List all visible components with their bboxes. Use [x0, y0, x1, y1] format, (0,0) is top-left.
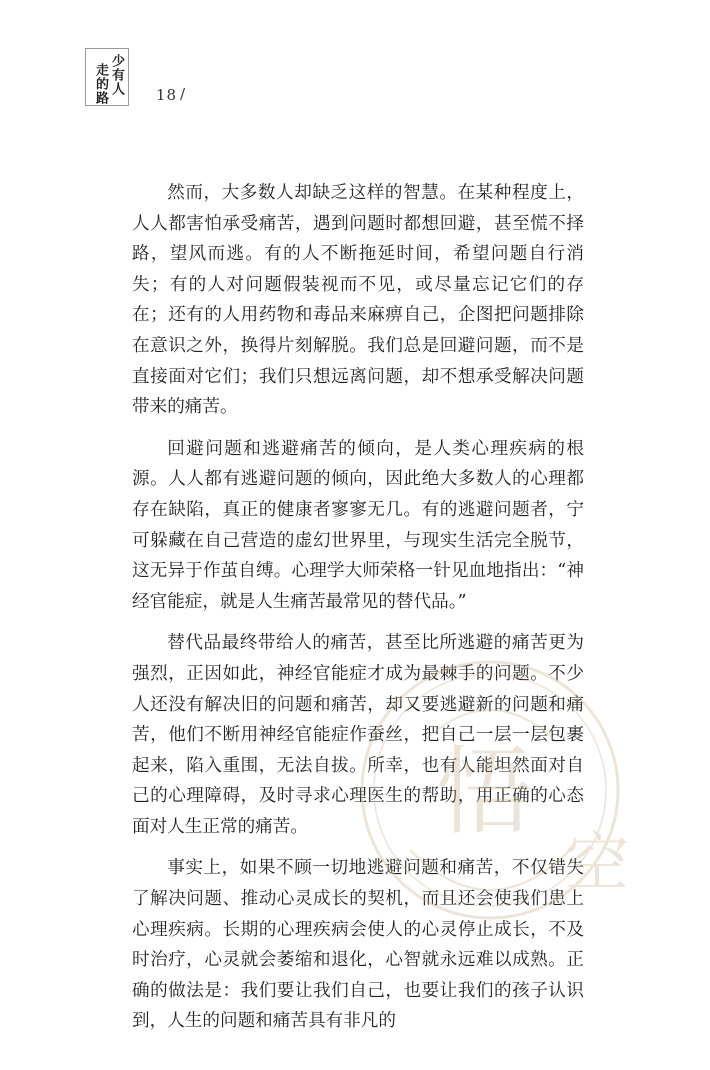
- paragraph-4: 事实上，如果不顾一切地逃避问题和痛苦，不仅错失了解决问题、推动心灵成长的契机，而且还会使我们患上心理疾病。长期的心理疾病会使人的心灵停止成长，不及时治疗，心灵就会萎缩和退化，心智就永远难以成熟。正确的做法是：我们要让我们自己，也要让我们的孩子认识到，人生的问题和痛苦具有非凡的: [132, 858, 584, 1032]
- body-text: [132, 178, 584, 1048]
- watermark-glyph-main: 悟: [436, 736, 532, 848]
- paragraph-2: 回避问题和逃避痛苦的倾向，是人类心理疾病的根源。人人都有逃避问题的倾向，因此绝大多数人的心理都存在缺陷，真正的健康者寥寥无几。有的逃避问题者，宁可躲藏在自己营造的虚幻世界里，与现实生活完全脱节，这无异于作茧自缚。心理学大师荣格一针见血地指出：“神经官能症，就是人生痛苦最常见的替代品。”: [132, 438, 584, 612]
- paragraph-3: 替代品最终带给人的痛苦，甚至比所逃避的痛苦更为强烈，正因如此，神经官能症才成为最棘手的问题。不少人还没有解决旧的问题和痛苦，却又要逃避新的问题和痛苦，他们不断用神经官能症作蚕丝，把自己一层一层包裹起来，陷入重围，无法自拔。所幸，也有人能坦然面对自己的心理障碍，及时寻求心理医生的帮助，用正确的心态面对人生正常的痛苦。: [132, 633, 584, 837]
- watermark-glyph-side: 空: [565, 827, 629, 901]
- book-title-line-2: 走的路: [93, 63, 108, 105]
- paragraph-1: 然而，大多数人却缺乏这样的智慧。在某种程度上，人人都害怕承受痛苦，遇到问题时都想回避，甚至慌不择路，望风而逃。有的人不断拖延时间，希望问题自行消失；有的人对问题假装视而不见，或尽量忘记它们的存在；还有的人用药物和毒品来麻痹自己，企图把问题排除在意识之外，换得片刻解脱。我们总是回避问题，而不是直接面对它们；我们只想远离问题，却不想承受解决问题带来的痛苦。: [132, 183, 584, 418]
- page-separator: /: [180, 85, 186, 103]
- book-title-line-1: 少有人: [109, 54, 124, 96]
- page-number: 18: [156, 86, 178, 104]
- book-title-badge: [85, 48, 129, 106]
